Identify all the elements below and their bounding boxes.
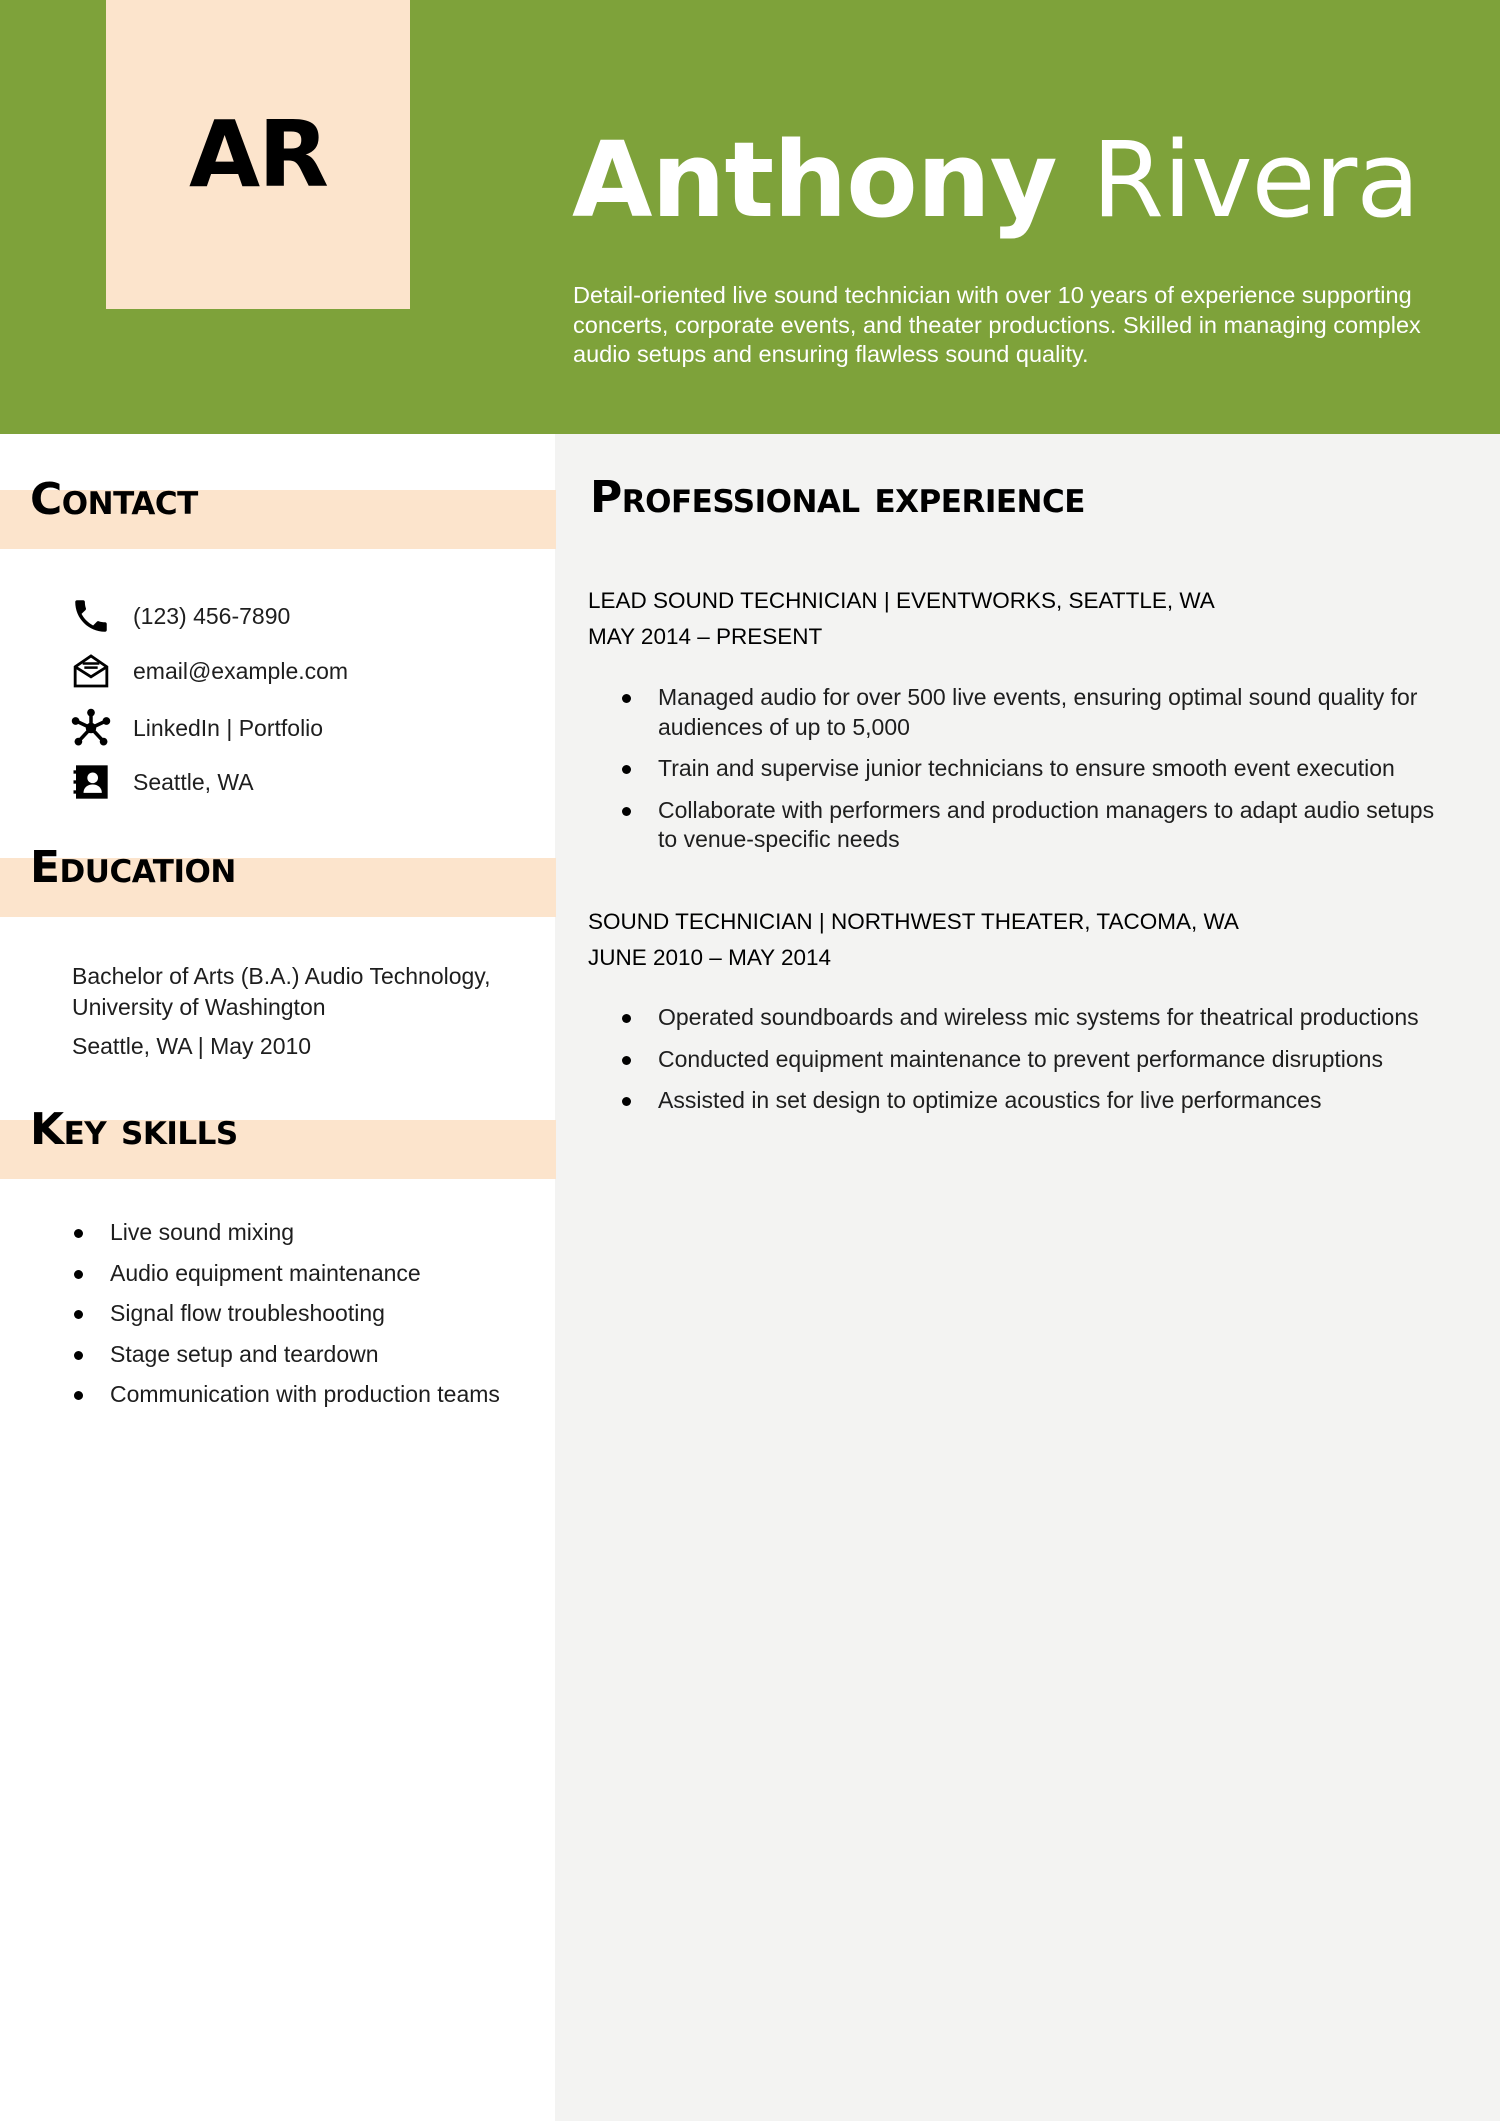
contact-links — [70, 708, 323, 748]
full-name — [572, 119, 1419, 241]
contact-email — [70, 651, 348, 691]
contact-location — [70, 762, 254, 802]
job-bullets — [658, 683, 1448, 867]
contact-section-title: Contact — [30, 474, 198, 525]
job-role-company: SOUND TECHNICIAN | NORTHWEST THEATER, TACOMA, WA — [588, 909, 1239, 934]
phone-number: (123) 456-7890 — [133, 602, 291, 629]
professional-summary: Detail-oriented live sound technician with over 10 years of experience supporting concerts, corporate events, and theater productions. Skilled in managing complex audio setups and ensuring flawless sound quality. — [573, 282, 1421, 367]
skill-item: Live sound mixing — [110, 1218, 510, 1248]
last-name: Rivera — [1091, 119, 1419, 241]
initials-box — [106, 0, 410, 309]
phone-icon — [70, 595, 112, 637]
job-bullet: Conducted equipment maintenance to prevent performance disruptions — [658, 1045, 1448, 1075]
job-bullet: Train and supervise junior technicians to ensure smooth event execution — [658, 754, 1448, 784]
email-address: email@example.com — [133, 657, 349, 684]
education-degree: Bachelor of Arts (B.A.) Audio Technology, University of Washington — [72, 963, 491, 1020]
skill-item: Communication with production teams — [110, 1380, 510, 1410]
job-dates: JUNE 2010 – MAY 2014 — [588, 945, 832, 970]
job-bullets — [658, 1003, 1448, 1128]
contact-phone — [70, 596, 290, 636]
job-role-company: LEAD SOUND TECHNICIAN | EVENTWORKS, SEATTLE, WA — [588, 588, 1215, 613]
first-name: Anthony — [572, 119, 1057, 241]
profile-links: LinkedIn | Portfolio — [133, 714, 324, 741]
location: Seattle, WA — [133, 768, 254, 795]
skill-item: Stage setup and teardown — [110, 1340, 510, 1370]
education-section-title: Education — [30, 842, 236, 893]
job-bullet: Managed audio for over 500 live events, ensuring optimal sound quality for audiences of up to 5,000 — [658, 683, 1448, 742]
skill-item: Audio equipment maintenance — [110, 1259, 510, 1289]
experience-section-title: Professional experience — [590, 472, 1085, 523]
skills-list — [110, 1218, 510, 1421]
envelope-icon — [70, 650, 112, 692]
education-place-date: Seattle, WA | May 2010 — [72, 1033, 312, 1059]
job-dates: MAY 2014 – PRESENT — [588, 624, 823, 649]
resume-header — [0, 0, 1500, 434]
initials: AR — [188, 101, 328, 208]
skills-section-title: Key skills — [30, 1104, 238, 1155]
skill-item: Signal flow troubleshooting — [110, 1299, 510, 1329]
job-bullet: Collaborate with performers and production managers to adapt audio setups to venue-specific needs — [658, 796, 1448, 855]
job-bullet: Assisted in set design to optimize acoustics for live performances — [658, 1086, 1448, 1116]
contact-card-icon — [70, 761, 112, 803]
job-bullet: Operated soundboards and wireless mic systems for theatrical productions — [658, 1003, 1448, 1033]
network-icon — [70, 707, 112, 749]
